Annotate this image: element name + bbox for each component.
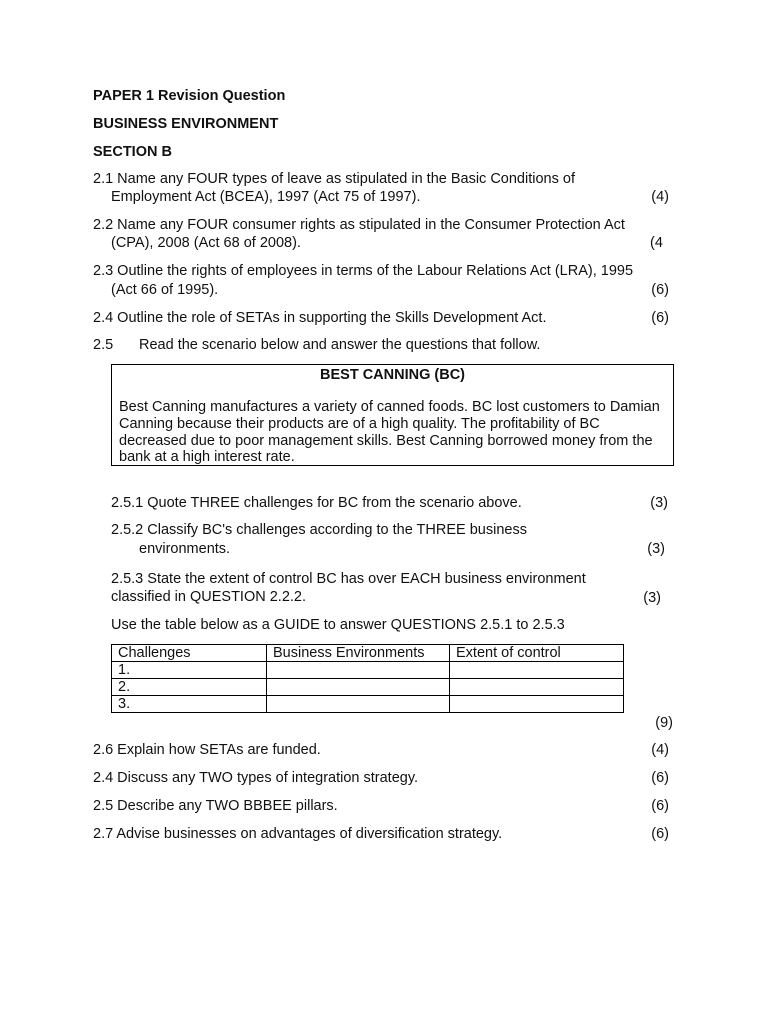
table-row: [112, 662, 624, 679]
question-2-1-line2: Employment Act (BCEA), 1997 (Act 75 of 1997).: [111, 189, 421, 205]
question-2-5-3-line2: classified in QUESTION 2.2.2.: [111, 589, 307, 605]
question-2-5-instruction: Read the scenario below and answer the questions that follow.: [139, 337, 541, 353]
question-2-5b-marks: (6): [651, 798, 669, 814]
question-2-5-1-text: 2.5.1 Quote THREE challenges for BC from the scenario above.: [111, 495, 522, 511]
question-2-2-line1: 2.2 Name any FOUR consumer rights as stipulated in the Consumer Protection Act: [93, 217, 625, 233]
table-cell: [450, 679, 624, 696]
question-2-5-2-marks: (3): [647, 541, 665, 557]
header-extent-of-control: Extent of control: [450, 645, 624, 662]
question-2-3-line1: 2.3 Outline the rights of employees in terms of the Labour Relations Act (LRA), 1995: [93, 263, 634, 279]
question-2-3-marks: (6): [651, 282, 669, 298]
question-2-4b-text: 2.4 Discuss any TWO types of integration strategy.: [93, 770, 419, 786]
scenario-box: [111, 364, 674, 466]
subject-heading: BUSINESS ENVIRONMENT: [93, 116, 279, 132]
paper-title: PAPER 1 Revision Question: [93, 88, 286, 104]
question-2-7-text: 2.7 Advise businesses on advantages of diversification strategy.: [93, 826, 503, 842]
question-2-4-marks: (6): [651, 310, 669, 326]
question-2-5-2-line2: environments.: [139, 541, 231, 557]
table-cell: [267, 679, 450, 696]
table-marks: (9): [655, 715, 673, 731]
header-business-environments: Business Environments: [267, 645, 450, 662]
table-cell: [267, 696, 450, 713]
table-row: [112, 696, 624, 713]
table-cell: [267, 662, 450, 679]
question-2-2-line2: (CPA), 2008 (Act 68 of 2008).: [111, 235, 301, 251]
question-2-4b-marks: (6): [651, 770, 669, 786]
question-2-6-marks: (4): [651, 742, 669, 758]
question-2-5-2-line1: 2.5.2 Classify BC's challenges according to the THREE business: [111, 522, 527, 538]
question-2-2-marks: (4: [650, 235, 663, 251]
table-header-row: [112, 645, 624, 662]
question-2-6-text: 2.6 Explain how SETAs are funded.: [93, 742, 321, 758]
question-2-5-1-marks: (3): [650, 495, 668, 511]
table-row: [112, 679, 624, 696]
header-challenges: Challenges: [112, 645, 267, 662]
guide-table: [111, 644, 624, 713]
question-2-3-line2: (Act 66 of 1995).: [111, 282, 219, 298]
question-2-5-3-line1: 2.5.3 State the extent of control BC has over EACH business environment: [111, 571, 586, 587]
table-instruction: Use the table below as a GUIDE to answer QUESTIONS 2.5.1 to 2.5.3: [111, 617, 565, 633]
question-2-7-marks: (6): [651, 826, 669, 842]
scenario-text: Best Canning manufactures a variety of canned foods. BC lost customers to Damian Canning because their products are of a high quality. The profitability of BC decreased due to poor management skills. Best Canning borrowed money from the bank at a high interest rate.: [119, 399, 660, 466]
question-2-5b-text: 2.5 Describe any TWO BBBEE pillars.: [93, 798, 338, 814]
table-cell: [450, 696, 624, 713]
question-2-1-marks: (4): [651, 189, 669, 205]
section-heading: SECTION B: [93, 144, 172, 160]
question-2-1-line1: 2.1 Name any FOUR types of leave as stipulated in the Basic Conditions of: [93, 171, 575, 187]
question-2-4-line1: 2.4 Outline the role of SETAs in supporting the Skills Development Act.: [93, 310, 547, 326]
row-number: 1.: [112, 662, 267, 679]
scenario-title: BEST CANNING (BC): [320, 367, 465, 383]
row-number: 3.: [112, 696, 267, 713]
question-2-5-number: 2.5: [93, 337, 114, 353]
question-2-5-3-marks: (3): [643, 590, 661, 606]
row-number: 2.: [112, 679, 267, 696]
table-cell: [450, 662, 624, 679]
